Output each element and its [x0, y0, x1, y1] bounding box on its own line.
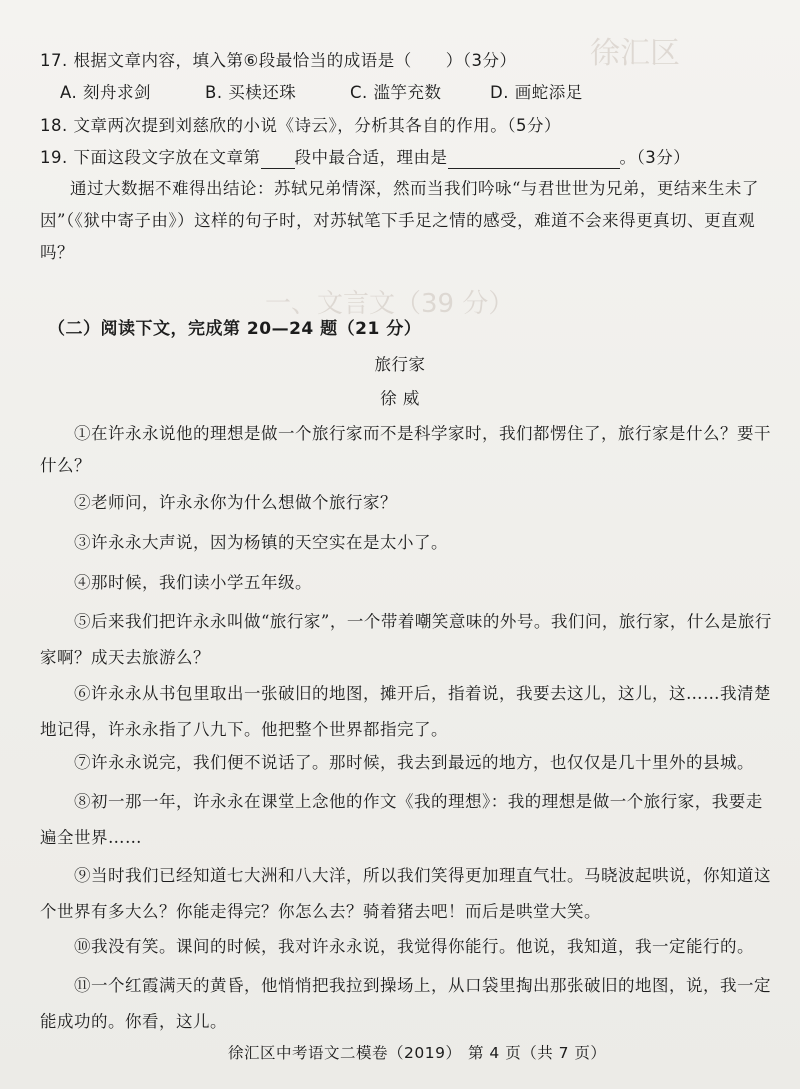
paragraph-2: ②老师问，许永永你为什么想做个旅行家？	[74, 493, 397, 512]
paragraph-10: ⑩我没有笑。课间的时候，我对许永永说，我觉得你能行。他说，我知道，我一定能行的。	[74, 937, 754, 956]
paragraph-3: ③许永永大声说，因为杨镇的天空实在是太小了。	[74, 533, 448, 552]
paragraph-4: ④那时候，我们读小学五年级。	[74, 573, 312, 592]
answer-blank	[261, 168, 295, 169]
question-19-quote: 因”（《狱中寄子由》）这样的句子时，对苏轼笔下手足之情的感受，难道不会来得更真切、更直观	[40, 211, 756, 230]
option-b: B. 买椟还珠	[205, 83, 297, 102]
footer-page-number: 第 4 页（共 7 页）	[468, 1044, 607, 1062]
option-a: A. 刻舟求剑	[60, 83, 151, 102]
paragraph-9: ⑨当时我们已经知道七大洲和八大洋，所以我们笑得更加理直气壮。马晓波起哄说，你知道这个世界有多大么？你能走得完？你怎么去？骑着猪去吧！而后是哄堂大笑。	[40, 866, 771, 921]
question-17-options	[60, 82, 583, 104]
paragraph-7: ⑦许永永说完，我们便不说话了。那时候，我去到最远的地方，也仅仅是几十里外的县城。	[74, 753, 754, 772]
paragraph-8: ⑧初一那一年，许永永在课堂上念他的作文《我的理想》：我的理想是做一个旅行家，我要走遍全世界……	[40, 792, 763, 847]
option-d: D. 画蛇添足	[490, 83, 583, 102]
show-through-text: 一、文言文（39 分）	[265, 289, 515, 319]
footer-exam-title: 徐汇区中考语文二模卷（2019）	[228, 1044, 462, 1062]
question-19-quote: 通过大数据不难得出结论：苏轼兄弟情深，然而当我们吟咏“与君世世为兄弟，更结来生未了	[70, 179, 759, 198]
article-title: 旅行家	[374, 355, 426, 374]
question-18: 18. 文章两次提到刘慈欣的小说《诗云》，分析其各自的作用。（5分）	[40, 116, 561, 135]
question-17: 17. 根据文章内容，填入第⑥段最恰当的成语是（ ）（3分）	[40, 51, 517, 70]
question-19	[40, 147, 690, 169]
paragraph-6: ⑥许永永从书包里取出一张破旧的地图，摊开后，指着说，我要去这儿，这儿，这……我清楚地记得，许永永指了八九下。他把整个世界都指完了。	[40, 684, 771, 739]
article-author: 徐 威	[380, 389, 420, 408]
show-through-text: 徐汇区	[590, 36, 680, 71]
question-19-middle: 段中最合适，理由是	[294, 148, 448, 167]
answer-blank	[448, 168, 620, 169]
paragraph-1: ①在许永永说他的理想是做一个旅行家而不是科学家时，我们都愣住了，旅行家是什么？要干什么？	[40, 424, 771, 475]
paragraph-11: ⑪一个红霞满天的黄昏，他悄悄把我拉到操场上，从口袋里掏出那张破旧的地图，说，我一定能成功的。你看，这儿。	[40, 976, 771, 1031]
option-c: C. 滥竽充数	[350, 83, 442, 102]
question-19-suffix: 。（3分）	[619, 148, 691, 167]
paragraph-5: ⑤后来我们把许永永叫做“旅行家”，一个带着嘲笑意味的外号。我们问，旅行家，什么是旅行家啊？成天去旅游么？	[40, 612, 772, 667]
section-heading: （二）阅读下文，完成第 20—24 题（21 分）	[48, 319, 422, 339]
question-19-quote: 吗？	[40, 243, 74, 262]
question-19-prefix: 19. 下面这段文字放在文章第	[40, 148, 261, 167]
